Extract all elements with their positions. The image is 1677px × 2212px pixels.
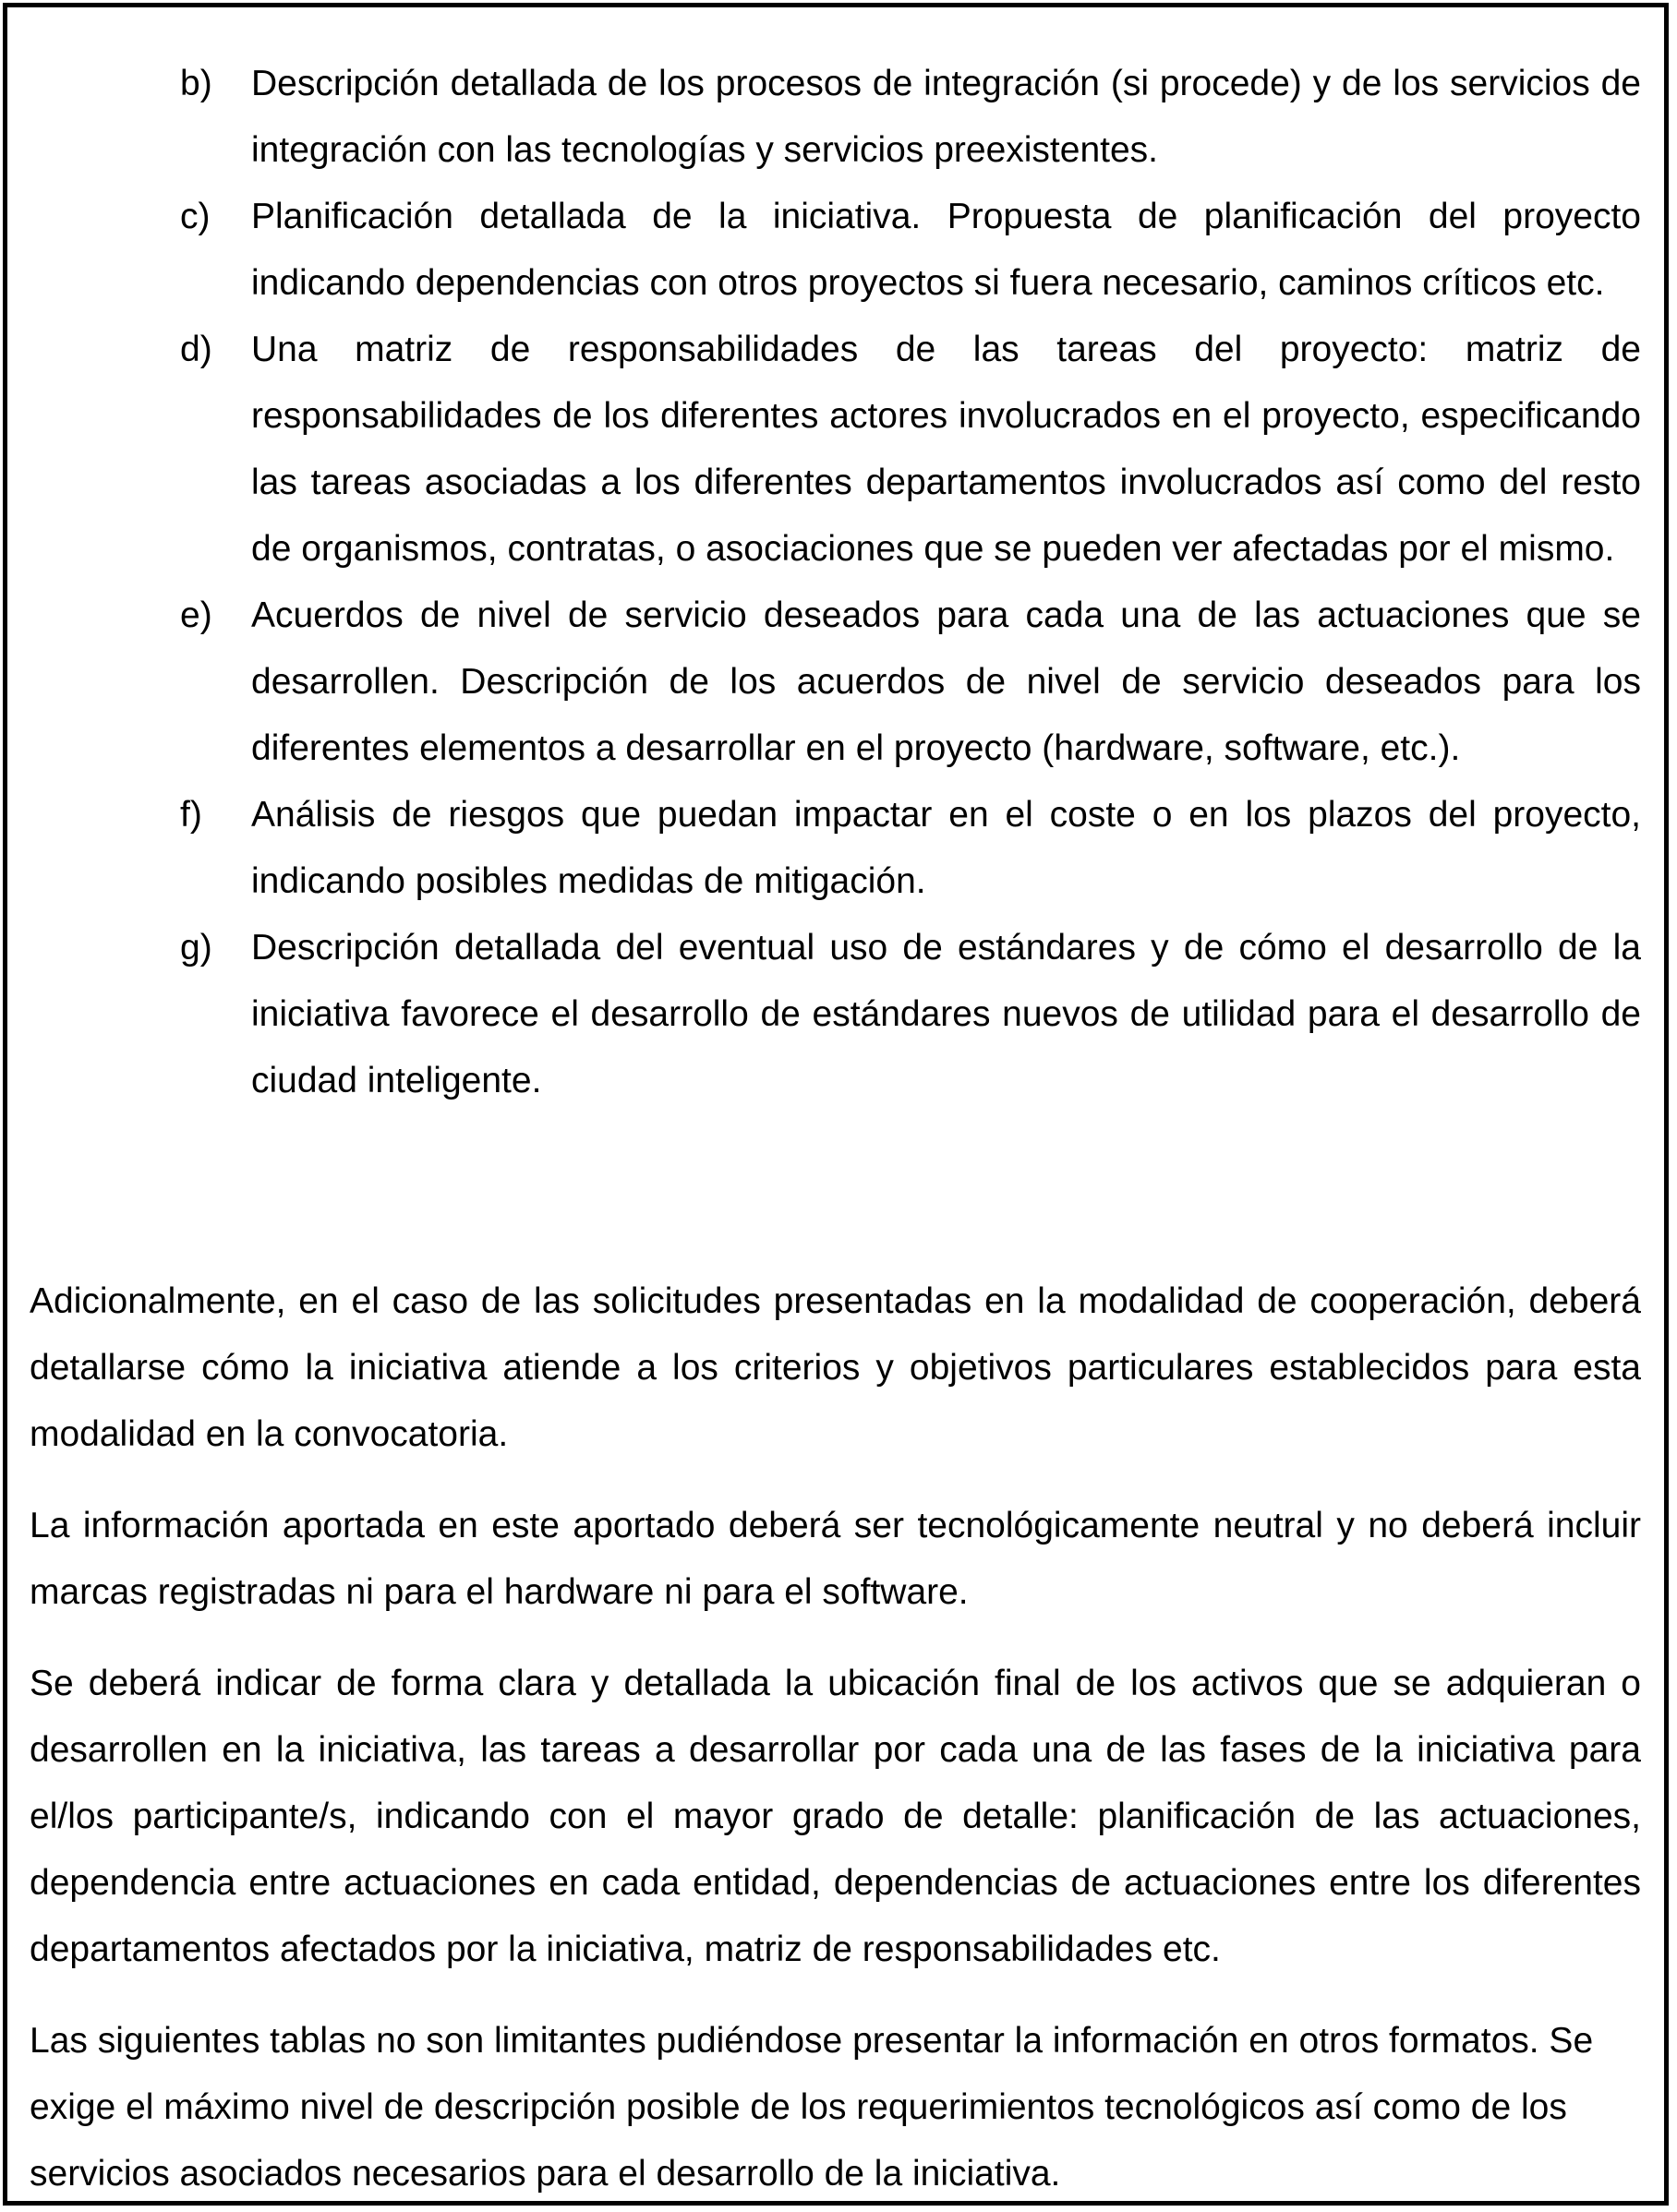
list-marker: b) <box>180 64 212 103</box>
list-item <box>7 583 1664 782</box>
paragraph-neutrality: La información aportada en este aportado deberá ser tecnológicamente neutral y no deberá incluir marcas registradas ni para el hardware ni para el software. <box>30 1506 1641 1612</box>
list-marker: d) <box>180 330 212 369</box>
body-paragraphs <box>30 1268 1641 2207</box>
list-marker: g) <box>180 928 212 968</box>
requirements-list <box>7 51 1664 1114</box>
list-item-text: Una matriz de responsabilidades de las tareas del proyecto: matriz de responsabilidades de los diferentes actores involucrados en el proyecto, especificando las tareas asociadas a los diferentes departamentos involucrados así como del resto de organismos, contratas, o asociaciones que se pueden ver afectadas por el mismo. <box>251 330 1641 569</box>
list-marker: f) <box>180 795 202 835</box>
list-item <box>7 184 1664 317</box>
paragraph-cooperation: Adicionalmente, en el caso de las solicitudes presentadas en la modalidad de cooperación, deberá detallarse cómo la iniciativa atiende a los criterios y objetivos particulares establecidos para esta modalidad en la convocatoria. <box>30 1281 1641 1454</box>
list-item-text: Descripción detallada del eventual uso de estándares y de cómo el desarrollo de la iniciativa favorece el desarrollo de estándares nuevos de utilidad para el desarrollo de ciudad inteligente. <box>251 928 1641 1100</box>
paragraph-tables-note: Las siguientes tablas no son limitantes pudiéndose presentar la información en otros formatos. Se exige el máximo nivel de descripción posible de los requerimientos tecnológicos así como de los servicios asociados necesarios para el desarrollo de la iniciativa. <box>30 2021 1594 2194</box>
list-item <box>7 317 1664 583</box>
list-marker: e) <box>180 595 212 635</box>
list-item-text: Descripción detallada de los procesos de integración (si procede) y de los servicios de integración con las tecnologías y servicios preexistentes. <box>251 64 1641 170</box>
list-item <box>7 915 1664 1114</box>
paragraph-assets-location: Se deberá indicar de forma clara y detallada la ubicación final de los activos que se adquieran o desarrollen en la iniciativa, las tareas a desarrollar por cada una de las fases de la iniciativa para el/los participante/s, indicando con el mayor grado de detalle: planificación de las actuaciones, dependencia entre actuaciones en cada entidad, dependencias de actuaciones entre los diferentes departamentos afectados por la iniciativa, matriz de responsabilidades etc. <box>30 1664 1641 1969</box>
list-item-text: Análisis de riesgos que puedan impactar en el coste o en los plazos del proyecto, indicando posibles medidas de mitigación. <box>251 795 1641 901</box>
list-item <box>7 51 1664 184</box>
list-item-text: Planificación detallada de la iniciativa. Propuesta de planificación del proyecto indicando dependencias con otros proyectos si fuera necesario, caminos críticos etc. <box>251 197 1641 303</box>
list-marker: c) <box>180 197 211 236</box>
document-frame <box>3 3 1669 2206</box>
list-item-text: Acuerdos de nivel de servicio deseados para cada una de las actuaciones que se desarrollen. Descripción de los acuerdos de nivel de servicio deseados para los diferentes elementos a desarrollar en el proyecto (hardware, software, etc.). <box>251 595 1641 768</box>
list-item <box>7 782 1664 915</box>
